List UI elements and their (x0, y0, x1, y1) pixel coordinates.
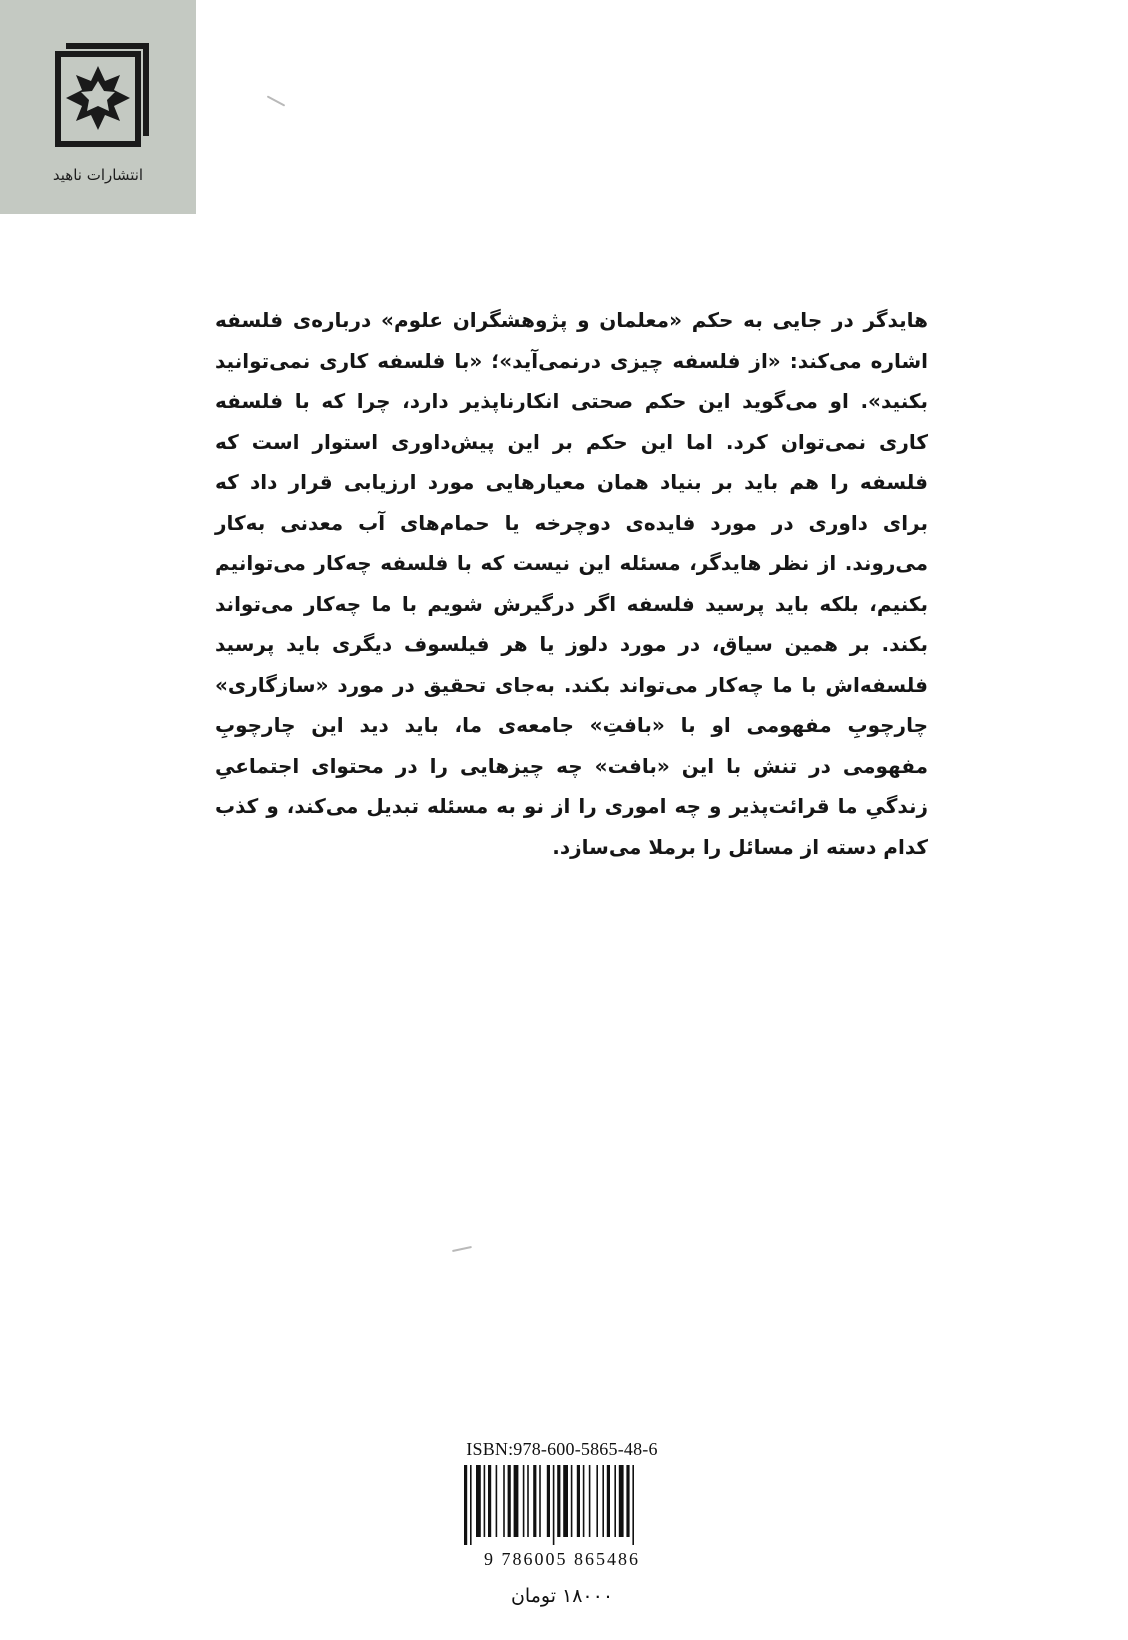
print-speck (267, 95, 286, 106)
barcode-bar (496, 1465, 498, 1537)
barcode-bar (523, 1465, 525, 1537)
barcode-bar (488, 1465, 491, 1537)
barcode-bar (476, 1465, 481, 1537)
barcode-bar (619, 1465, 624, 1537)
barcode-bar (533, 1465, 536, 1537)
barcode-bar (557, 1465, 560, 1537)
barcode-bar (470, 1465, 472, 1545)
barcode-bar (547, 1465, 550, 1537)
barcode-bar (607, 1465, 610, 1537)
barcode-bar (514, 1465, 519, 1537)
barcode-bar (632, 1465, 634, 1545)
barcode-bar (602, 1465, 604, 1537)
publisher-logo-panel (0, 0, 196, 214)
barcode-bar (508, 1465, 511, 1537)
isbn-barcode-block (452, 1439, 672, 1619)
barcode-bar (503, 1465, 505, 1537)
barcode-bar (563, 1465, 568, 1537)
barcode-bar (596, 1465, 598, 1537)
publisher-name: انتشارات ناهید (52, 166, 144, 184)
back-cover-text: هایدگر در جایی به حکم «معلمان و پژوهشگران علوم» درباره‌ی فلسفه اشاره می‌کند: «از فلسفه چیزی درنمی‌آید»؛ «با فلسفه کاری نمی‌توانید بکنید». او می‌گوید این حکم صحتی انکارناپذیر دارد، چرا که با فلسفه کاری نمی‌توان کرد. اما این حکم بر این پیش‌داوری استوار است که فلسفه را هم باید بر بنیاد همان معیارهایی مورد ارزیابی قرار داد که برای داوری در مورد فایده‌ی دوچرخه یا حمام‌های آب معدنی به‌کار می‌روند. از نظر هایدگر، مسئله این نیست که با فلسفه چه‌کار می‌توانیم بکنیم، بلکه باید پرسید فلسفه اگر درگیرش شویم با ما چه‌کار می‌تواند بکند. بر همین سیاق، در مورد دلوز یا هر فیلسوف دیگری باید پرسید فلسفه‌اش با ما چه‌کار می‌تواند بکند. به‌جای تحقیق در مورد «سازگاری» چارچوبِ مفهومی او با «بافتِ» جامعه‌ی ما، باید دید این چارچوبِ مفهومی در تنش با این «بافت» چه چیزهایی را در محتوای اجتماعیِ زندگیِ ما قرائت‌پذیر و چه اموری را از نو به مسئله تبدیل می‌کند، و کذب کدام دسته از مسائل را برملا می‌سازد. (215, 308, 928, 859)
price-label: ۱۸۰۰۰ تومان (510, 1585, 614, 1607)
barcode-bar (484, 1465, 486, 1537)
barcode-bar (553, 1465, 555, 1545)
book-star-icon (52, 40, 152, 150)
barcode-icon (460, 1465, 660, 1545)
barcode-bar (583, 1465, 585, 1537)
barcode-bar (626, 1465, 629, 1537)
barcode-bar (589, 1465, 591, 1537)
barcode-bar (577, 1465, 580, 1537)
barcode-bar (527, 1465, 529, 1537)
barcode-bar (571, 1465, 573, 1537)
barcode-bar (614, 1465, 616, 1537)
print-speck (452, 1246, 472, 1252)
barcode-digits: 9 786005 865486 (484, 1549, 640, 1569)
isbn-label: ISBN:978-600-5865-48-6 (466, 1439, 658, 1459)
barcode-bar (539, 1465, 541, 1537)
barcode-bar (464, 1465, 467, 1545)
